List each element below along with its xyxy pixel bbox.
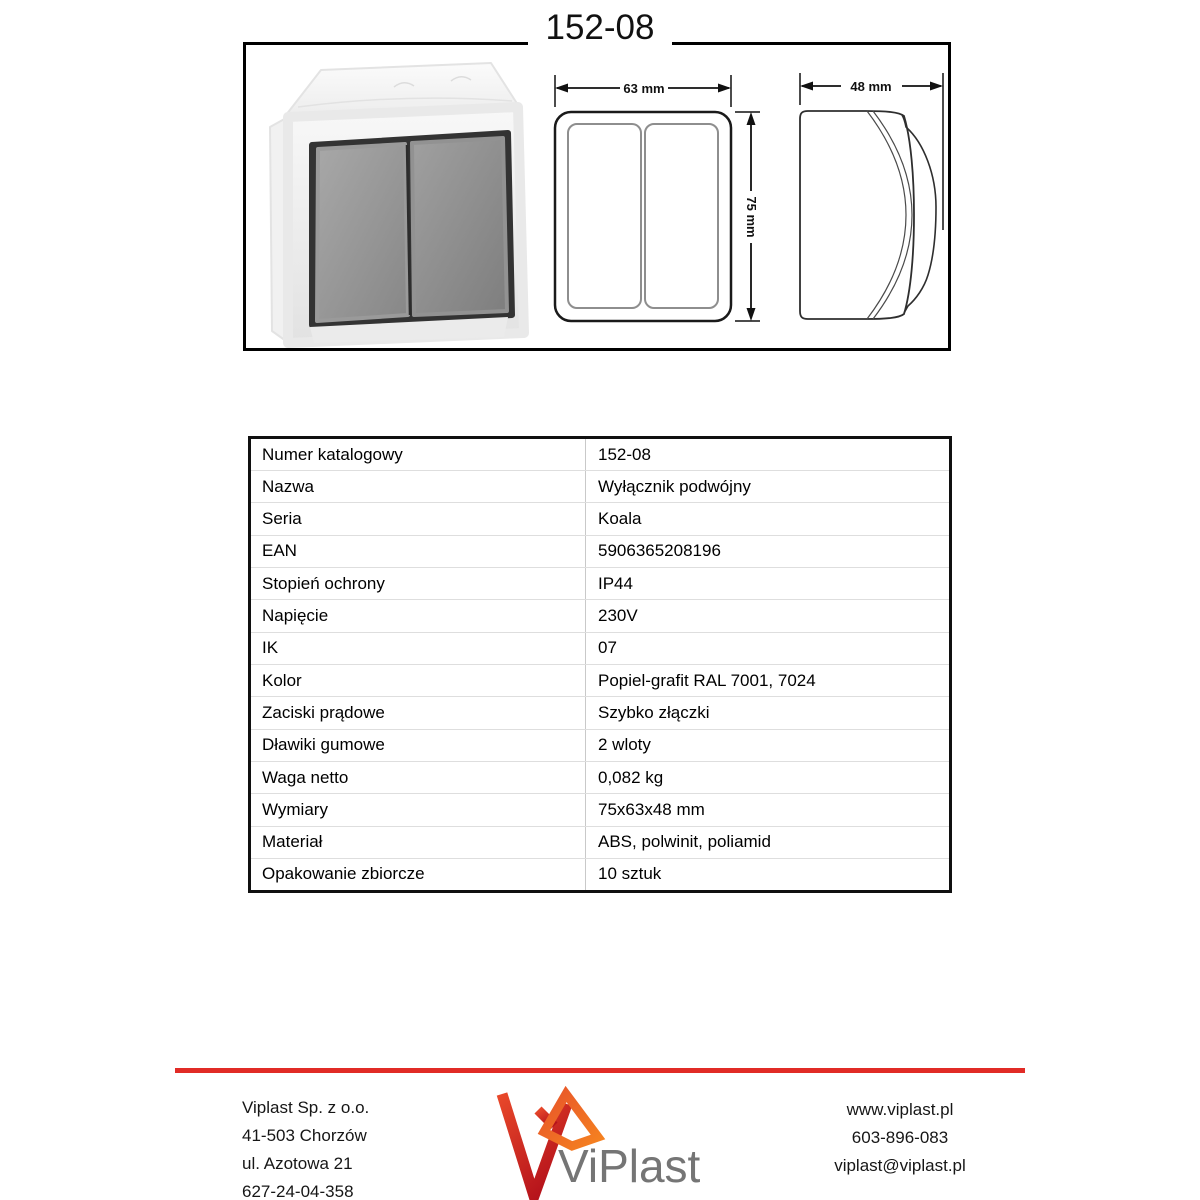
logo-wordmark: ViPlast — [558, 1140, 701, 1192]
company-address — [242, 1094, 369, 1200]
spec-value: 0,082 kg — [586, 761, 950, 793]
table-row — [251, 471, 949, 503]
spec-value: 230V — [586, 600, 950, 632]
table-row — [251, 729, 949, 761]
spec-label: Waga netto — [251, 761, 586, 793]
spec-label: Zaciski prądowe — [251, 697, 586, 729]
company-name: Viplast Sp. z o.o. — [242, 1098, 370, 1117]
spec-value: 07 — [586, 632, 950, 664]
table-row — [251, 697, 949, 729]
viplast-logo — [492, 1082, 712, 1200]
front-view-drawing — [555, 75, 760, 321]
contact-website: www.viplast.pl — [846, 1100, 954, 1119]
front-width-dimension: 63 mm — [623, 81, 665, 96]
spec-label: Nazwa — [251, 471, 586, 503]
contact-info — [775, 1096, 1025, 1180]
spec-label: Materiał — [251, 826, 586, 858]
spec-value: ABS, polwinit, poliamid — [586, 826, 950, 858]
company-street: ul. Azotowa 21 — [242, 1154, 353, 1173]
product-drawings-canvas — [246, 45, 948, 348]
table-row — [251, 794, 949, 826]
table-row — [251, 761, 949, 793]
spec-label: Dławiki gumowe — [251, 729, 586, 761]
product-photo — [270, 63, 524, 343]
spec-label: Wymiary — [251, 794, 586, 826]
spec-value: 2 wloty — [586, 729, 950, 761]
table-row — [251, 664, 949, 696]
spec-label: Stopień ochrony — [251, 568, 586, 600]
table-row — [251, 632, 949, 664]
spec-value: Szybko złączki — [586, 697, 950, 729]
viplast-logo-mark — [492, 1082, 712, 1200]
spec-table — [248, 436, 952, 893]
table-row — [251, 858, 949, 890]
spec-value: 152-08 — [586, 439, 950, 471]
table-row — [251, 439, 949, 471]
spec-label: Numer katalogowy — [251, 439, 586, 471]
spec-label: EAN — [251, 535, 586, 567]
table-row — [251, 503, 949, 535]
spec-label: Seria — [251, 503, 586, 535]
spec-value: Wyłącznik podwójny — [586, 471, 950, 503]
spec-label: Napięcie — [251, 600, 586, 632]
company-city: 41-503 Chorzów — [242, 1126, 367, 1145]
side-depth-dimension: 48 mm — [850, 79, 892, 94]
spec-value: 75x63x48 mm — [586, 794, 950, 826]
front-height-dimension: 75 mm — [744, 196, 759, 238]
spec-value: 5906365208196 — [586, 535, 950, 567]
contact-phone: 603-896-083 — [851, 1128, 949, 1147]
table-row — [251, 535, 949, 567]
table-row — [251, 568, 949, 600]
footer-divider-line — [175, 1068, 1025, 1073]
spec-label: Kolor — [251, 664, 586, 696]
contact-email: viplast@viplast.pl — [834, 1156, 966, 1175]
company-phone: 627-24-04-358 — [242, 1182, 354, 1200]
table-row — [251, 600, 949, 632]
spec-value: Koala — [586, 503, 950, 535]
spec-table-body — [251, 439, 949, 890]
table-row — [251, 826, 949, 858]
spec-label: IK — [251, 632, 586, 664]
product-image-panel — [243, 42, 951, 351]
spec-value: 10 sztuk — [598, 864, 662, 884]
catalog-number-title: 152-08 — [528, 8, 673, 48]
spec-label: Opakowanie zbiorcze — [251, 858, 586, 890]
spec-value: Popiel-grafit RAL 7001, 7024 — [586, 664, 950, 696]
side-view-drawing — [800, 73, 943, 319]
spec-value: IP44 — [586, 568, 950, 600]
